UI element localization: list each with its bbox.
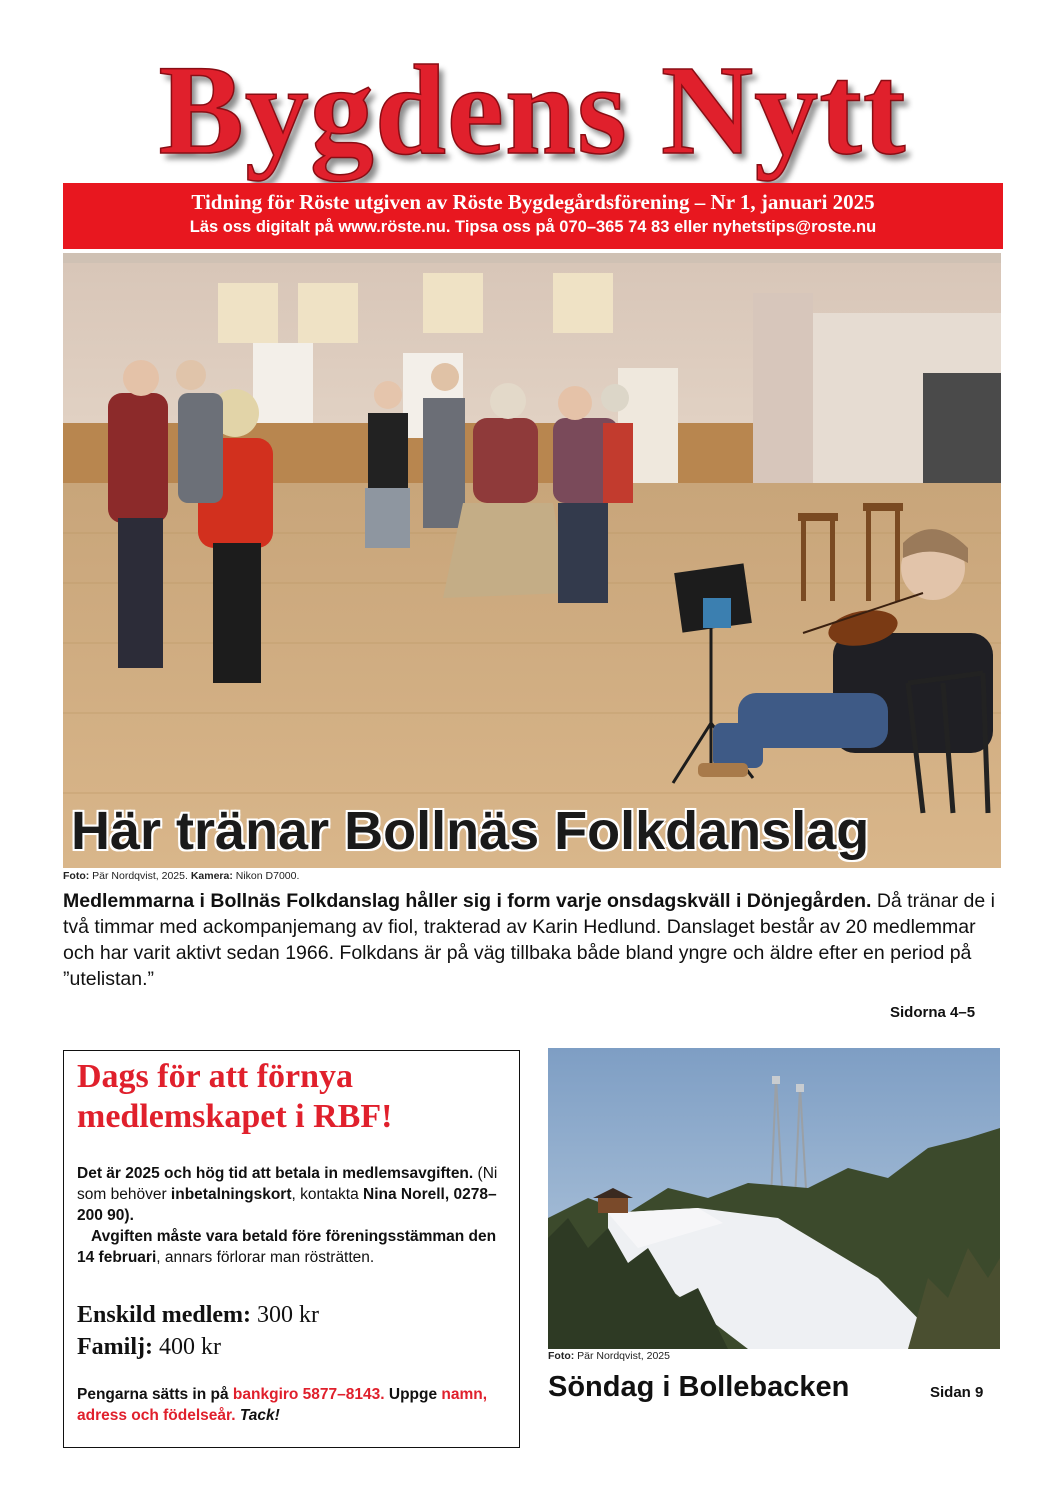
lead-body: Då tränar de i två timmar med ackompanjemang av fiol, trakterad av Karin Hedlund. Danslaget består av 20 medlemmar och har varit aktivt sedan 1966. Folkdans är på väg tillbaka både bland yngre och äldre efter en period på ”utelistan.” — [63, 890, 995, 990]
payment-text-1: Pengarna sätts in på — [77, 1386, 229, 1403]
masthead-banner — [63, 183, 1003, 249]
newspaper-title: Bygdens Nytt — [158, 39, 907, 181]
credit-label: Foto: — [63, 870, 90, 882]
folkdance-photo-illustration — [63, 253, 1001, 868]
membership-p1-bold3: Nina Norell, 0278–200 90). — [77, 1186, 497, 1224]
membership-para-2 — [77, 1226, 509, 1268]
banner-subtitle: Tidning för Röste utgiven av Röste Bygdegårdsförening – Nr 1, januari 2025 — [191, 190, 875, 214]
membership-p1-bold2: inbetalningskort — [170, 1186, 292, 1203]
membership-box — [63, 1050, 520, 1448]
ski-credit-label: Foto: — [548, 1350, 575, 1362]
banner-contact: Läs oss digitalt på www.röste.nu. Tipsa oss på 070–365 74 83 eller nyhetstips@roste.nu — [189, 218, 877, 236]
credit-photographer: Pär Nordqvist, 2025. — [92, 870, 188, 882]
ski-photo-credit — [548, 1350, 670, 1362]
camera-label: Kamera: — [190, 870, 233, 882]
membership-p2-text: , annars förlorar man rösträtten. — [156, 1249, 375, 1266]
masthead — [60, 40, 1005, 180]
ski-slope-illustration — [548, 1048, 1000, 1349]
membership-p1-text: (Ni som behöver — [77, 1165, 498, 1203]
price-individual-value: 300 kr — [257, 1302, 320, 1328]
price-family-label: Familj: — [77, 1334, 153, 1360]
main-lead-paragraph — [63, 888, 1003, 992]
membership-body — [77, 1163, 509, 1268]
price-family — [77, 1331, 507, 1363]
membership-p2-bold: Avgiften måste vara betald före föreningsstämman den 14 februari — [77, 1228, 497, 1266]
payment-bankgiro: bankgiro 5877–8143. — [232, 1386, 385, 1403]
main-photo-credit — [63, 870, 299, 882]
payment-text-2: Uppge — [388, 1386, 438, 1403]
price-family-value: 400 kr — [158, 1334, 221, 1360]
membership-p1-text2: , kontakta — [291, 1186, 359, 1203]
price-individual-label: Enskild medlem: — [77, 1302, 252, 1328]
ski-slope-photo — [548, 1048, 1000, 1349]
folkdance-photo — [63, 253, 1001, 868]
main-page-ref: Sidorna 4–5 — [890, 1004, 976, 1021]
membership-para-1 — [77, 1163, 509, 1226]
ski-headline: Söndag i Bollebacken — [548, 1371, 850, 1403]
main-headline: Här tränar Bollnäs Folkdanslag — [71, 801, 870, 861]
ski-credit-photographer: Pär Nordqvist, 2025 — [577, 1350, 670, 1362]
price-individual — [77, 1299, 507, 1331]
payment-required-fields: namn, adress och födelseår. — [77, 1386, 488, 1424]
lead-intro: Medlemmarna i Bollnäs Folkdanslag håller sig i form varje onsdagskväll i Dönjegården. — [63, 890, 872, 912]
membership-p1-bold: Det är 2025 och hög tid att betala in medlemsavgiften. — [77, 1165, 474, 1182]
ski-page-ref: Sidan 9 — [930, 1384, 984, 1401]
camera-model: Nikon D7000. — [235, 870, 300, 882]
membership-title: Dags för att förnya medlemskapet i RBF! — [77, 1058, 393, 1135]
payment-thanks: Tack! — [239, 1407, 280, 1424]
membership-payment-info — [77, 1384, 509, 1426]
